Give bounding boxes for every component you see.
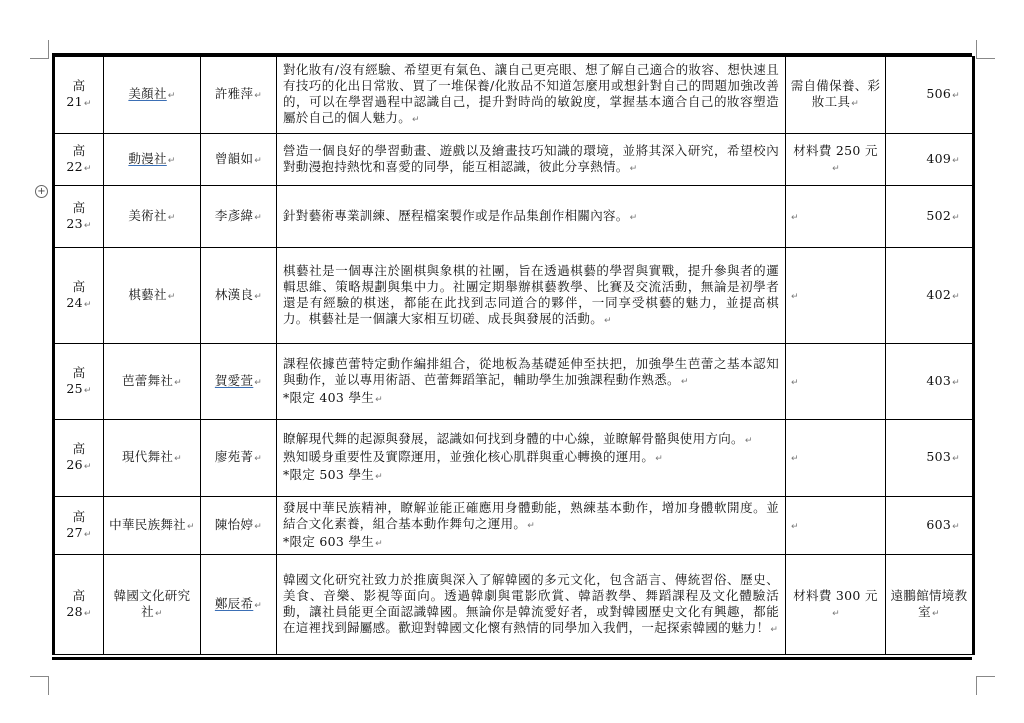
note-cell: ↵ [786, 186, 886, 248]
room-cell: 402↵ [886, 248, 974, 344]
teacher-cell: 鄭辰希↵ [201, 555, 277, 655]
grade-cell: 高 26↵ [54, 420, 104, 497]
room-cell: 403↵ [886, 344, 974, 420]
note-cell: 材料費 300 元↵ [786, 555, 886, 655]
table-row [54, 497, 974, 555]
table-row [54, 420, 974, 497]
room-cell: 遠鵬館情境教室↵ [886, 555, 974, 655]
club-name-cell: 現代舞社↵ [104, 420, 201, 497]
grade-cell: 高 25↵ [54, 344, 104, 420]
grade-cell: 高 24↵ [54, 248, 104, 344]
crop-mark-top-left [30, 40, 49, 59]
note-cell: 材料費 250 元↵ [786, 134, 886, 186]
table-bottom-border [52, 657, 972, 660]
club-name-cell: 中華民族舞社↵ [104, 497, 201, 555]
club-name-cell: 美術社↵ [104, 186, 201, 248]
description-cell: 課程依據芭蕾特定動作編排組合，從地板為基礎延伸至扶把，加強學生芭蕾之基本認知與動作，並以專用術語、芭蕾舞蹈筆記，輔助學生加強課程動作熟悉。↵ *限定 403 學生↵ [277, 344, 786, 420]
teacher-cell: 賀愛萱↵ [201, 344, 277, 420]
club-table [52, 56, 975, 655]
table-row [54, 555, 974, 655]
grade-cell: 高 23↵ [54, 186, 104, 248]
club-name-cell: 動漫社↵ [104, 134, 201, 186]
grade-cell: 高 21↵ [54, 57, 104, 134]
grade-cell: 高 22↵ [54, 134, 104, 186]
crop-mark-bottom-left [30, 676, 49, 695]
table-row [54, 186, 974, 248]
description-cell: 瞭解現代舞的起源與發展，認識如何找到身體的中心線，並瞭解骨骼與使用方向。↵ 熟知暖身重要性及實際運用，並強化核心肌群與重心轉換的運用。↵ *限定 503 學生↵ [277, 420, 786, 497]
room-cell: 503↵ [886, 420, 974, 497]
teacher-cell: 陳怡婷↵ [201, 497, 277, 555]
club-name-cell: 韓國文化研究社↵ [104, 555, 201, 655]
club-name-cell: 棋藝社↵ [104, 248, 201, 344]
note-cell: ↵ [786, 420, 886, 497]
table-row [54, 134, 974, 186]
room-cell: 502↵ [886, 186, 974, 248]
table-row [54, 248, 974, 344]
room-cell: 506↵ [886, 57, 974, 134]
club-name-cell: 美顏社↵ [104, 57, 201, 134]
description-cell: 發展中華民族精神，瞭解並能正確應用身體動能，熟練基本動作，增加身體軟開度。並結合文化素養，組合基本動作舞句之運用。↵ *限定 603 學生↵ [277, 497, 786, 555]
note-cell: ↵ [786, 344, 886, 420]
teacher-cell: 李彥緯↵ [201, 186, 277, 248]
room-cell: 409↵ [886, 134, 974, 186]
description-cell: 棋藝社是一個專注於圍棋與象棋的社團，旨在透過棋藝的學習與實戰，提升參與者的邏輯思維、策略規劃與集中力。社團定期舉辦棋藝教學、比賽及交流活動，無論是初學者還是有經驗的棋迷，都能在此找到志同道合的夥伴，一同享受棋藝的魅力，並提高棋力。棋藝社是一個讓大家相互切磋、成長與發展的活動。↵ [277, 248, 786, 344]
insert-row-icon[interactable]: + [35, 185, 48, 198]
teacher-cell: 林漢良↵ [201, 248, 277, 344]
description-cell: 針對藝術專業訓練、歷程檔案製作或是作品集創作相關內容。↵ [277, 186, 786, 248]
teacher-cell: 曾韻如↵ [201, 134, 277, 186]
note-cell: ↵ [786, 497, 886, 555]
crop-mark-top-right [976, 40, 995, 59]
description-cell: 對化妝有/沒有經驗、希望更有氣色、讓自己更亮眼、想了解自己適合的妝容、想快速且有技巧的化出日常妝、買了一堆保養/化妝品不知道怎麼用或想針對自己的問題加強改善的，可以在學習過程中認識自己，提升對時尚的敏銳度，掌握基本適合自己的妝容塑造屬於自己的個人魅力。↵ [277, 57, 786, 134]
note-cell: 需自備保養、彩妝工具↵ [786, 57, 886, 134]
grade-cell: 高 27↵ [54, 497, 104, 555]
teacher-cell: 許雅萍↵ [201, 57, 277, 134]
crop-mark-bottom-right [976, 676, 995, 695]
room-cell: 603↵ [886, 497, 974, 555]
table-row [54, 344, 974, 420]
table-row [54, 57, 974, 134]
club-name-cell: 芭蕾舞社↵ [104, 344, 201, 420]
description-cell: 韓國文化研究社致力於推廣與深入了解韓國的多元文化，包含語言、傳統習俗、歷史、美食、音樂、影視等面向。透過韓劇與電影欣賞、韓語教學、舞蹈課程及文化體驗活動，讓社員能更全面認識韓國。無論你是韓流愛好者，或對韓國歷史文化有興趣，都能在這裡找到歸屬感。歡迎對韓國文化懷有熱情的同學加入我們，一起探索韓國的魅力！↵ [277, 555, 786, 655]
description-cell: 營造一個良好的學習動畫、遊戲以及繪畫技巧知識的環境，並將其深入研究，希望校內對動漫抱持熱忱和喜愛的同學，能互相認識，彼此分享熱情。↵ [277, 134, 786, 186]
note-cell: ↵ [786, 248, 886, 344]
grade-cell: 高 28↵ [54, 555, 104, 655]
teacher-cell: 廖苑菁↵ [201, 420, 277, 497]
